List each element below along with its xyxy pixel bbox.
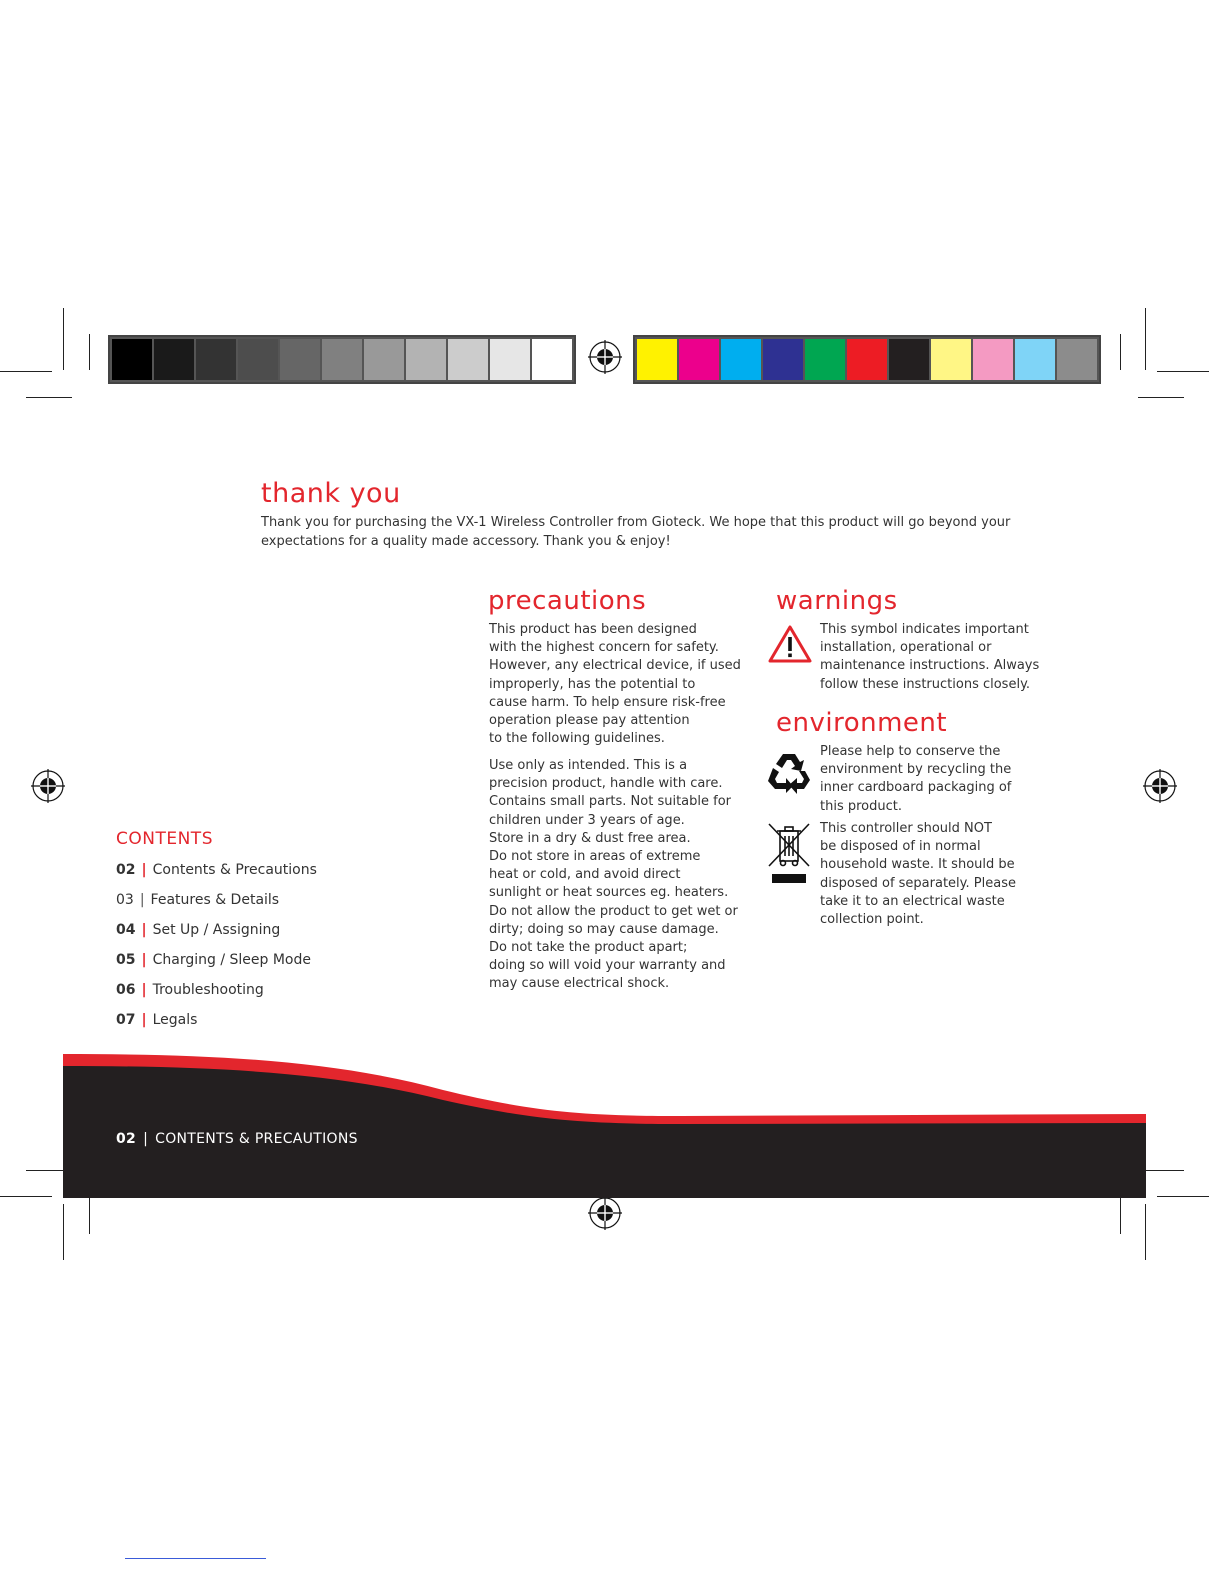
footer-wave-band xyxy=(63,1050,1146,1198)
text-line: dirty; doing so may cause damage. xyxy=(489,921,719,937)
toc-separator: | xyxy=(139,892,145,908)
toc-separator: | xyxy=(141,922,147,938)
text-line: take it to an electrical waste xyxy=(820,893,1005,909)
process-color-bar xyxy=(633,335,1101,384)
text-line: sunlight or heat sources eg. heaters. xyxy=(489,885,729,901)
color-swatch xyxy=(889,339,929,380)
toc-item[interactable] xyxy=(116,1012,197,1028)
toc-separator: | xyxy=(141,982,147,998)
toc-page-number: 07 xyxy=(116,1012,136,1028)
text-line: disposed of separately. Please xyxy=(820,875,1016,891)
color-swatch xyxy=(196,339,236,380)
toc-page-number: 03 xyxy=(116,892,134,908)
weee-text xyxy=(820,820,1060,929)
color-swatch xyxy=(805,339,845,380)
weee-crossed-bin-icon xyxy=(766,822,812,886)
text-line: Do not allow the product to get wet or xyxy=(489,903,738,919)
crop-mark xyxy=(1120,334,1121,370)
toc-page-number: 05 xyxy=(116,952,136,968)
text-line: This controller should NOT xyxy=(820,821,992,836)
text-line: Contains small parts. Not suitable for xyxy=(489,794,732,810)
color-swatch xyxy=(364,339,404,380)
footer-separator: | xyxy=(143,1131,149,1147)
color-swatch xyxy=(280,339,320,380)
precautions-heading: precautions xyxy=(488,586,647,616)
contents-heading: CONTENTS xyxy=(116,829,213,849)
toc-item[interactable] xyxy=(116,952,311,968)
text-line: follow these instructions closely. xyxy=(820,676,1031,692)
text-line: heat or cold, and avoid direct xyxy=(489,867,681,883)
text-line: Store in a dry & dust free area. xyxy=(489,830,691,846)
color-swatch xyxy=(1015,339,1055,380)
text-line: This product has been designed xyxy=(489,622,697,637)
color-swatch xyxy=(154,339,194,380)
text-line: precision product, handle with care. xyxy=(489,776,723,792)
text-line: with the highest concern for safety. xyxy=(489,640,719,656)
text-line: to the following guidelines. xyxy=(489,731,665,747)
toc-label: Features & Details xyxy=(150,892,280,908)
crop-mark xyxy=(1145,308,1146,370)
text-line: This symbol indicates important xyxy=(820,622,1029,637)
color-swatch xyxy=(721,339,761,380)
color-swatch xyxy=(490,339,530,380)
warnings-heading: warnings xyxy=(776,586,898,616)
crop-mark xyxy=(26,397,72,398)
toc-item[interactable] xyxy=(116,862,317,878)
crop-mark xyxy=(1157,371,1209,372)
text-line: Do not take the product apart; xyxy=(489,940,688,956)
color-swatch xyxy=(847,339,887,380)
toc-label: Contents & Precautions xyxy=(152,862,317,878)
color-swatch xyxy=(973,339,1013,380)
crop-mark xyxy=(1145,1204,1146,1260)
text-line: collection point. xyxy=(820,912,924,928)
recycle-icon xyxy=(766,750,812,796)
text-line: However, any electrical device, if used xyxy=(489,658,741,674)
toc-label: Set Up / Assigning xyxy=(152,922,281,938)
text-line: Use only as intended. This is a xyxy=(489,758,688,773)
text-line: environment by recycling the xyxy=(820,762,1012,778)
text-line: cause harm. To help ensure risk-free xyxy=(489,694,726,710)
crop-mark xyxy=(1138,397,1184,398)
toc-separator: | xyxy=(141,952,147,968)
toc-item[interactable] xyxy=(116,982,264,998)
color-swatch xyxy=(637,339,677,380)
color-swatch xyxy=(931,339,971,380)
toc-page-number: 02 xyxy=(116,862,136,878)
text-line: operation please pay attention xyxy=(489,713,690,729)
toc-page-number: 04 xyxy=(116,922,136,938)
color-swatch xyxy=(679,339,719,380)
color-swatch xyxy=(1057,339,1097,380)
registration-mark-icon xyxy=(31,769,65,803)
text-line: doing so will void your warranty and xyxy=(489,958,726,974)
grayscale-color-bar xyxy=(108,335,576,384)
color-swatch xyxy=(322,339,362,380)
color-swatch xyxy=(406,339,446,380)
crop-mark xyxy=(63,308,64,370)
toc-separator: | xyxy=(141,1012,147,1028)
crop-mark xyxy=(0,1196,52,1197)
precautions-guidelines xyxy=(489,757,761,994)
text-line: improperly, has the potential to xyxy=(489,676,696,692)
text-line: Do not store in areas of extreme xyxy=(489,849,701,865)
text-line: may cause electrical shock. xyxy=(489,976,670,992)
footer-page-label xyxy=(116,1131,358,1147)
registration-mark-icon xyxy=(588,1196,622,1230)
crop-mark xyxy=(1157,1196,1209,1197)
toc-label: Legals xyxy=(152,1012,198,1028)
color-swatch xyxy=(763,339,803,380)
text-line: children under 3 years of age. xyxy=(489,812,685,828)
crop-mark xyxy=(89,334,90,370)
toc-page-number: 06 xyxy=(116,982,136,998)
registration-mark-icon xyxy=(1143,769,1177,803)
thank-you-text: Thank you for purchasing the VX-1 Wireless Controller from Gioteck. We hope that this product will go beyond your expectations for a quality made accessory. Thank you & enjoy! xyxy=(261,515,1011,549)
footer-section-title: CONTENTS & PRECAUTIONS xyxy=(155,1131,358,1147)
text-line: this product. xyxy=(820,798,902,814)
registration-mark-icon xyxy=(588,340,622,374)
toc-label: Charging / Sleep Mode xyxy=(152,952,311,968)
text-line: inner cardboard packaging of xyxy=(820,780,1012,796)
warnings-text xyxy=(820,621,1060,694)
environment-heading: environment xyxy=(776,708,948,738)
recycle-text xyxy=(820,743,1060,816)
color-swatch xyxy=(532,339,572,380)
underline-divider xyxy=(125,1558,266,1559)
toc-label: Troubleshooting xyxy=(152,982,264,998)
warning-triangle-icon xyxy=(767,624,813,664)
toc-separator: | xyxy=(141,862,147,878)
thank-you-heading: thank you xyxy=(261,478,401,509)
text-line: household waste. It should be xyxy=(820,857,1015,873)
toc-item[interactable] xyxy=(116,892,279,908)
toc-item[interactable] xyxy=(116,922,280,938)
crop-mark xyxy=(0,371,52,372)
crop-mark xyxy=(63,1204,64,1260)
text-line: maintenance instructions. Always xyxy=(820,658,1040,674)
text-line: be disposed of in normal xyxy=(820,839,981,855)
text-line: installation, operational or xyxy=(820,640,992,656)
text-line: Please help to conserve the xyxy=(820,744,1001,759)
color-swatch xyxy=(112,339,152,380)
color-swatch xyxy=(238,339,278,380)
footer-page-number: 02 xyxy=(116,1131,137,1147)
color-swatch xyxy=(448,339,488,380)
precautions-intro xyxy=(489,621,759,748)
